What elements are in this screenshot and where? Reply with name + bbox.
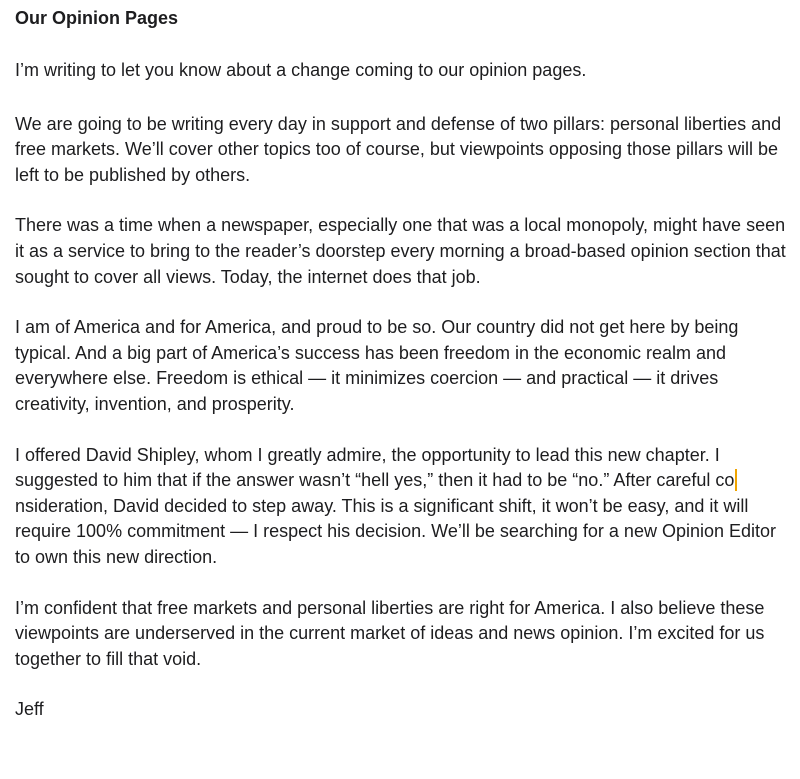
paragraph-6[interactable]: I’m confident that free markets and personal liberties are right for America. I also believe these viewpoints are underserved in the current market of ideas and news opinion. I’m excited for us together to fill that void. <box>15 597 765 669</box>
paragraph-3[interactable]: There was a time when a newspaper, especially one that was a local monopoly, might have seen it as a service to bring to the reader’s doorstep every morning a broad-based opinion section that sought to cover all views. Today, the internet does that job. <box>15 215 786 287</box>
paragraph-2[interactable]: We are going to be writing every day in support and defense of two pillars: personal liberties and free markets. We’ll cover other topics too of course, but viewpoints opposing those pillars will be left to be published by others. <box>15 113 782 185</box>
paragraph-5[interactable] <box>15 443 786 571</box>
signature: Jeff <box>15 699 44 720</box>
paragraph-4[interactable]: I am of America and for America, and proud to be so. Our country did not get here by being typical. And a big part of America’s success has been freedom in the economic realm and everywhere else. Freedom is ethical — it minimizes coercion — and practical — it drives creativity, invention, and prosperity. <box>15 317 739 414</box>
paragraph-5-after-caret: nsideration, David decided to step away. This is a significant shift, it won’t be easy, and it will require 100% commitment — I respect his decision. We’ll be searching for a new Opinion Editor to own this new direction. <box>15 495 777 567</box>
text-cursor <box>735 469 737 491</box>
paragraph-1[interactable]: I’m writing to let you know about a change coming to our opinion pages. <box>15 60 587 80</box>
document-title: Our Opinion Pages <box>15 8 179 28</box>
paragraph-5-before-caret: I offered David Shipley, whom I greatly admire, the opportunity to lead this new chapter. I suggested to him that if the answer wasn’t “hell yes,” then it had to be “no.” After careful co <box>15 444 735 491</box>
